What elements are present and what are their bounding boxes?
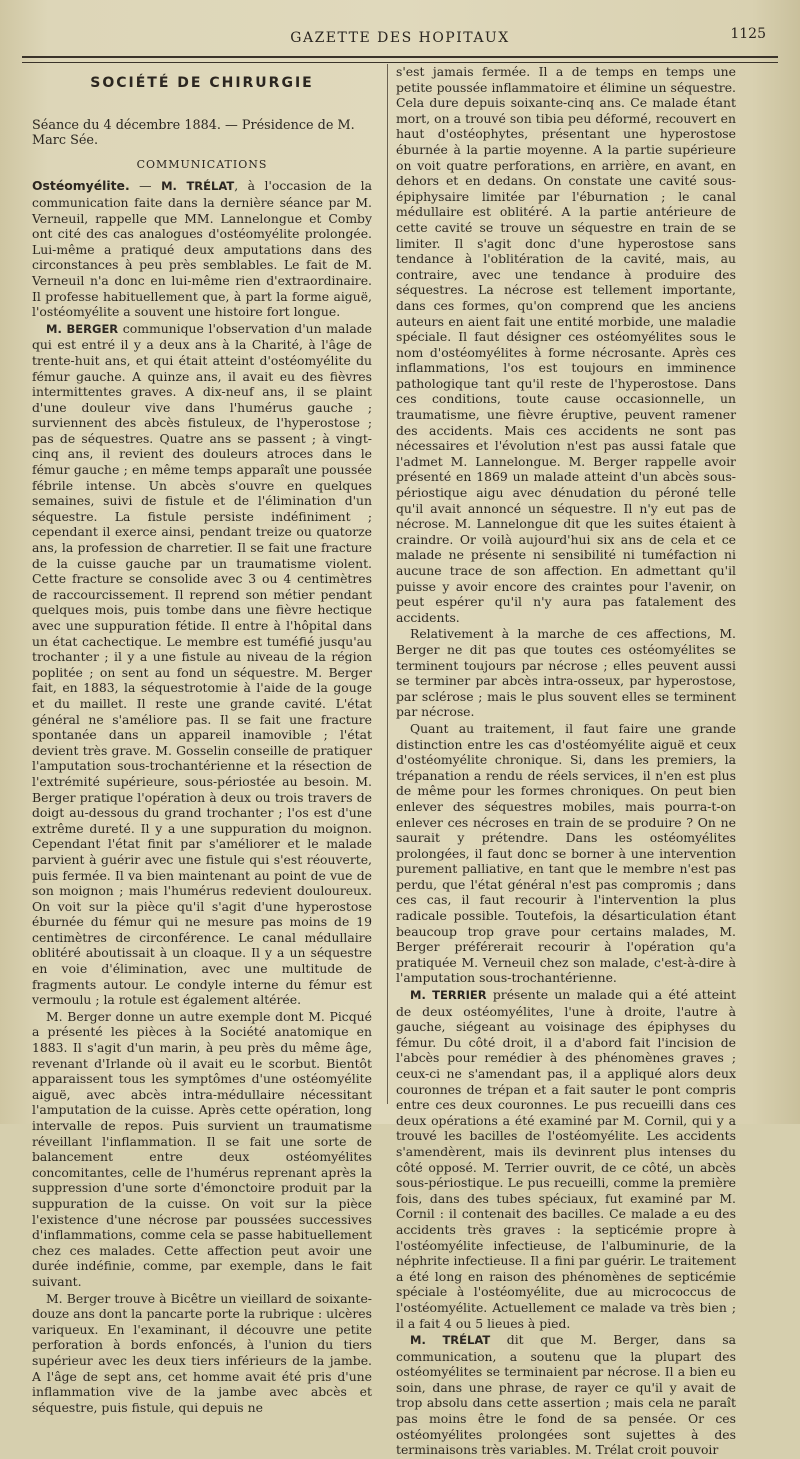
paragraph-trelat-intro: Ostéomyélite. — M. TRÉLAT, à l'occasion de la communication faite dans la dernière séance par M. Verneuil, rappelle que MM. Lannelongue et Comby ont cité des cas analogues d'ostéomyélite prolongée. Lui-même a pratiqué deux amputations dans des circonstances à peu près semblables. Le fait de M. Verneuil n'a donc en lui-même rien d'extraordinaire. Il professe habituellement que, à part la forme aiguë, l'ostéomyélite a souvent une histoire fort longue. xyxy=(32,178,372,320)
header-rule xyxy=(22,56,778,63)
paragraph-berger-second-case: M. Berger donne un autre exemple dont M. Picqué a présenté les pièces à la Société anatomique en 1883. Il s'agit d'un marin, à peu près du même âge, revenant d'Irlande où il avait eu le scorbut. Bientôt apparaissent tous les symptômes d'une ostéomyélite aiguë, avec abcès intra-médullaire nécessitant l'amputation de la cuisse. Après cette opération, long intervalle de repos. Puis survient un traumatisme réveillant l'inflammation. Il se fait une sorte de balancement entre deux ostéomyélites concomitantes, celle de l'humérus reprenant après la suppression d'une sorte d'émonctoire produit par la suppuration de la cuisse. On voit sur la pièce l'existence d'une nécrose par poussées successives d'inflammations, comme cela se passe habituellement chez ces malades. Cette affection peut avoir une durée indéfinie, comme, par exemple, dans le fait suivant. xyxy=(32,1008,372,1289)
page-header xyxy=(22,22,778,52)
paragraph-continuation: s'est jamais fermée. Il a de temps en temps une petite poussée inflammatoire et élimine un séquestre. Cela dure depuis soixante-cinq ans. Ce malade étant mort, on a trouvé son tibia peu déformé, recouvert en haut d'ostéophytes, présentant une hyperostose éburnée à la partie moyenne. A la partie supérieure on voit quatre perforations, en arrière, en avant, en dehors et en dedans. On constate une cavité sous-épiphysaire limitée par l'éburnation ; le canal médullaire est oblitéré. A la partie antérieure de cette cavité se trouve un séquestre en train de se limiter. Il s'agit donc d'une hyperostose sans tendance à l'oblitération de la cavité, mais, au contraire, avec une tendance à produire des séquestres. La nécrose est tellement importante, dans ces formes, qu'on comprend que les anciens auteurs en aient fait une entité morbide, une maladie spéciale. Il faut désigner ces ostéomyélites sous le nom d'ostéomyélites à forme nécrosante. Après ces inflammations, l'os est toujours en imminence pathologique tant qu'il reste de l'hyperostose. Dans ces conditions, toute cause occasionnelle, un traumatisme, une fièvre éruptive, peuvent ramener des accidents. Mais ces accidents ne sont pas nécessaires et l'évolution n'est pas aussi fatale que l'admet M. Lannelongue. M. Berger rappelle avoir présenté en 1869 un malade atteint d'un abcès sous-périostique aigu avec dénudation du péroné telle qu'il avait annoncé un séquestre. Il n'y eut pas de nécrose. M. Lannelongue dit que les suites étaient à craindre. Or voilà aujourd'hui six ans de cela et ce malade ne présente ni sensibilité ni tuméfaction ni aucune trace de son affection. En admettant qu'il puisse y avoir encore des craintes pour l'avenir, on peut espérer qu'il n'y aura pas fatalement des accidents. xyxy=(396,64,736,625)
speaker-name: M. TRÉLAT xyxy=(410,1333,491,1348)
paragraph-text: présente un malade qui a été atteint de deux ostéomyélites, l'une à droite, l'autre à gauche, siégeant au voisinage des épiphyses du fémur. Du côté droit, il a d'abord fait l'incision de l'abcès pour remédier à des phénomènes graves ; ceux-ci ne s'amendant pas, il a appliqué alors deux couronnes de trépan et a fait sauter le pont compris entre ces deux couronnes. Le pus recueilli dans ces deux opérations a été examiné par M. Cornil, qui y a trouvé les bacilles de l'ostéomyélite. Les accidents s'amendèrent, mais ils devinrent plus intenses du côté opposé. M. Terrier ouvrit, de ce côté, un abcès sous-périostique. Le pus recueilli, comme la première fois, dans des tubes spéciaux, fut examiné par M. Cornil : il contenait des bacilles. Ce malade a eu des accidents très graves : la septicémie propre à l'ostéomyélite infectieuse, de l'albuminurie, de la néphrite infectieuse. Il a fini par guérir. Le traitement a été long en raison des phénomènes de septicémie spéciale à l'ostéomyélite, due au micrococcus de l'ostéomyélite. Actuellement ce malade va très bien ; il a fait 4 ou 5 lieues à pied. xyxy=(396,987,736,1331)
page-number: 1125 xyxy=(730,26,766,42)
column-divider xyxy=(387,64,388,1104)
paragraph-berger-bicetre: M. Berger trouve à Bicêtre un vieillard de soixante-douze ans dont la pancarte porte la rubrique : ulcères variqueux. En l'examinant, il découvre une petite perforation à bords enfoncés, à l'union du tiers supérieur avec les deux tiers inférieurs de la jambe. A l'âge de sept ans, cet homme avait été pris d'une inflammation vive de la jambe avec abcès et séquestre, puis fistule, qui depuis ne xyxy=(32,1290,372,1415)
section-title: SOCIÉTÉ DE CHIRURGIE xyxy=(90,75,314,91)
paragraph-evolution: Relativement à la marche de ces affections, M. Berger ne dit pas que toutes ces ostéomyélites se terminent toujours par nécrose ; elles peuvent aussi se terminer par abcès intra-osseux, par hyperostose, par sclérose ; mais le plus souvent elles se terminent par nécrose. xyxy=(396,626,736,720)
paragraph-text: , à l'occasion de la communication faite dans la dernière séance par M. Verneuil, rappelle que MM. Lannelongue et Comby ont cité des cas analogues d'ostéomyélite prolongée. Lui-même a pratiqué deux amputations dans des circonstances à peu près semblables. Le fait de M. Verneuil n'a donc en lui-même rien d'extraordinaire. Il professe habituellement que, à part la forme aiguë, l'ostéomyélite a souvent une histoire fort longue. xyxy=(32,178,372,320)
speaker-name: M. BERGER xyxy=(46,321,119,336)
paragraph-terrier xyxy=(396,987,736,1331)
speaker-name: M. TRÉLAT xyxy=(161,179,235,194)
paragraph-berger-case xyxy=(32,321,372,1008)
communications-subtitle: COMMUNICATIONS xyxy=(136,157,268,171)
session-line: Séance du 4 décembre 1884. — Présidence de M. Marc Sée. xyxy=(32,117,355,149)
paragraph-trelat-reply xyxy=(396,1332,736,1458)
paragraph-text: dit que M. Berger, dans sa communication, a soutenu que la plupart des ostéomyélites se terminaient par nécrose. Il a bien eu soin, dans une phrase, de rayer ce qu'il y avait de trop absolu dans cette assertion ; mais cela ne paraît pas moins être le fond de sa pensée. Or ces ostéomyélites prolongées sont sujettes à des terminaisons très variables. M. Trélat croit pouvoir xyxy=(396,1332,736,1458)
paragraph-text: communique l'observation d'un malade qui est entré il y a deux ans à la Charité, à l'âge de trente-huit ans, et qui était atteint d'ostéomyélite du fémur gauche. A quinze ans, il avait eu des fièvres intermittentes graves. A dix-neuf ans, il se plaint d'une douleur vive dans l'humérus gauche ; surviennent des abcès fistuleux, de l'hyperostose ; pas de séquestres. Quatre ans se passent ; à vingt-cinq ans, il revient des douleurs atroces dans le fémur gauche ; en même temps apparaît une poussée fébrile intense. Un abcès s'ouvre en quelques semaines, suivi de fistule et de l'élimination d'un séquestre. La fistule persiste indéfiniment ; cependant il exerce ainsi, pendant treize ou quatorze ans, la profession de charretier. Il se fait une fracture de la cuisse gauche par un traumatisme violent. Cette fracture se consolide avec 3 ou 4 centimètres de raccourcissement. Il reprend son métier pendant quelques mois, puis tombe dans une fièvre hectique avec une suppuration fétide. Il entre à l'hôpital dans un état cachectique. Le membre est tuméfié jusqu'au trochanter ; il y a une fistule au niveau de la région poplitée ; on sent au fond un séquestre. M. Berger fait, en 1883, la séquestrotomie à l'aide de la gouge et du maillet. Il reste une grande cavité. L'état général ne s'améliore pas. Il se fait une fracture spontanée dans un appareil inamovible ; l'état devient très grave. M. Gosselin conseille de pratiquer l'amputation sous-trochantérienne et la résection de l'extrémité supérieure, sous-périostée au besoin. M. Berger pratique l'opération à deux ou trois travers de doigt au-dessous du grand trochanter ; l'os est d'une extrême dureté. Il y a une suppuration du moignon. Cependant l'état finit par s'améliorer et le malade parvient à guérir avec une fistule qui s'est réouverte, puis fermée. Il va bien maintenant au point de vue de son moignon ; mais l'humérus redevient douloureux. On voit sur la pièce qu'il s'agit d'une hyperostose éburnée du fémur qui ne mesure pas moins de 19 centimètres de circonférence. Le canal médullaire oblitéré aboutissait à un cloaque. Il y a un séquestre en voie d'élimination, avec une multitude de fragments autour. Le condyle interne du fémur est vermoulu ; la rotule est également altérée. xyxy=(32,320,372,1008)
paragraph-treatment: Quant au traitement, il faut faire une grande distinction entre les cas d'ostéomyélite aiguë et ceux d'ostéomyélite chronique. Si, dans les premiers, la trépanation a rendu de réels services, il n'en est plus de même pour les formes chroniques. On peut bien enlever des séquestres mobiles, mais pourra-t-on enlever ces nécroses en train de se produire ? On ne saurait y prétendre. Dans les ostéomyélites prolongées, il faut donc se borner à une intervention purement palliative, en tant que le membre n'est pas perdu, que l'état général n'est pas compromis ; dans ces cas, il faut recourir à l'intervention la plus radicale possible. Toutefois, la désarticulation étant beaucoup trop grave pour certains malades, M. Berger préférerait recourir à l'opération qu'a pratiquée M. Verneuil chez son malade, c'est-à-dire à l'amputation sous-trochantérienne. xyxy=(396,720,736,986)
speaker-name: M. TERRIER xyxy=(410,988,487,1003)
left-column xyxy=(32,64,372,1416)
journal-title: GAZETTE DES HOPITAUX xyxy=(290,30,510,46)
right-column xyxy=(396,64,736,1459)
topic-lead: Ostéomyélite. xyxy=(32,178,130,194)
